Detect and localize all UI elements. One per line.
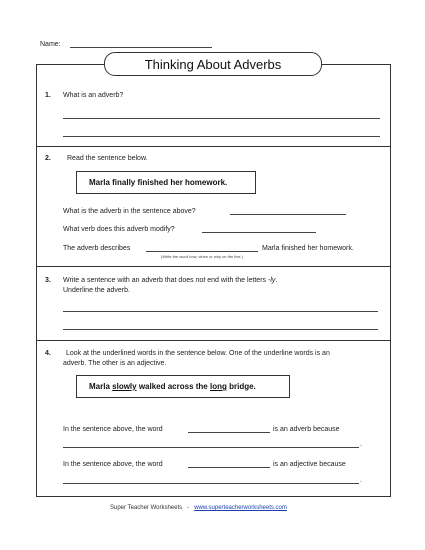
q2-describes-start: The adverb describes xyxy=(63,245,131,252)
q4-adjective-prompt-start: In the sentence above, the word xyxy=(63,461,163,468)
emphasis-ly: -ly xyxy=(267,277,276,284)
q4-adverb-prompt-start: In the sentence above, the word xyxy=(63,426,163,433)
q1-answer-line-2[interactable] xyxy=(63,136,380,137)
q4-adjective-reason-line[interactable] xyxy=(63,483,359,484)
worksheet-title: Thinking About Adverbs xyxy=(104,52,322,76)
question-3-line-1: Write a sentence with an adverb that does not end with the letters -ly. xyxy=(63,277,278,284)
q3-answer-line-1[interactable] xyxy=(63,311,378,312)
q4-period-1: . xyxy=(360,441,362,448)
section-divider xyxy=(37,340,390,341)
q2-describes-answer-line[interactable] xyxy=(146,251,258,252)
q4-period-2: . xyxy=(360,477,362,484)
sentence-box-q4: Marla slowly walked across the long bridge. xyxy=(76,375,290,398)
section-divider xyxy=(37,266,390,267)
question-3-number: 3. xyxy=(45,277,51,284)
sentence-box-q2: Marla finally finished her homework. xyxy=(76,171,256,194)
q2-verb-prompt: What verb does this adverb modify? xyxy=(63,226,175,233)
underlined-word-long: long xyxy=(209,382,227,391)
name-input-line[interactable] xyxy=(70,47,212,48)
name-label: Name: xyxy=(40,41,61,48)
question-4-number: 4. xyxy=(45,350,51,357)
question-4-line-1: Look at the underlined words in the sentence below. One of the underline words is an xyxy=(66,350,330,357)
underlined-word-slowly: slowly xyxy=(112,382,137,391)
q4-adjective-word-line[interactable] xyxy=(188,467,270,468)
question-1-number: 1. xyxy=(45,92,51,99)
q4-adverb-word-line[interactable] xyxy=(188,432,270,433)
question-1-text: What is an adverb? xyxy=(63,92,124,99)
q4-adverb-prompt-end: is an adverb because xyxy=(273,426,340,433)
q2-adverb-answer-line[interactable] xyxy=(230,214,346,215)
footer-url-link[interactable]: www.superteacherworksheets.com xyxy=(194,505,287,511)
footer-separator: - xyxy=(187,505,190,511)
q4-adverb-reason-line[interactable] xyxy=(63,447,359,448)
question-3-line-2: Underline the adverb. xyxy=(63,287,130,294)
q3-answer-line-2[interactable] xyxy=(63,329,378,330)
q4-adjective-prompt-end: is an adjective because xyxy=(273,461,346,468)
footer-brand: Super Teacher Worksheets xyxy=(110,505,183,511)
q2-adverb-prompt: What is the adverb in the sentence above? xyxy=(63,208,196,215)
question-4-line-2: adverb. The other is an adjective. xyxy=(63,360,167,367)
question-2-text: Read the sentence below. xyxy=(67,155,148,162)
q2-hint: (Write the word how, when or why on the line.) xyxy=(161,254,243,259)
footer xyxy=(110,505,287,511)
question-2-number: 2. xyxy=(45,155,51,162)
emphasis-not: not xyxy=(195,277,206,284)
q2-describes-end: Marla finished her homework. xyxy=(262,245,354,252)
q2-verb-answer-line[interactable] xyxy=(202,232,316,233)
q1-answer-line-1[interactable] xyxy=(63,118,380,119)
section-divider xyxy=(37,146,390,147)
